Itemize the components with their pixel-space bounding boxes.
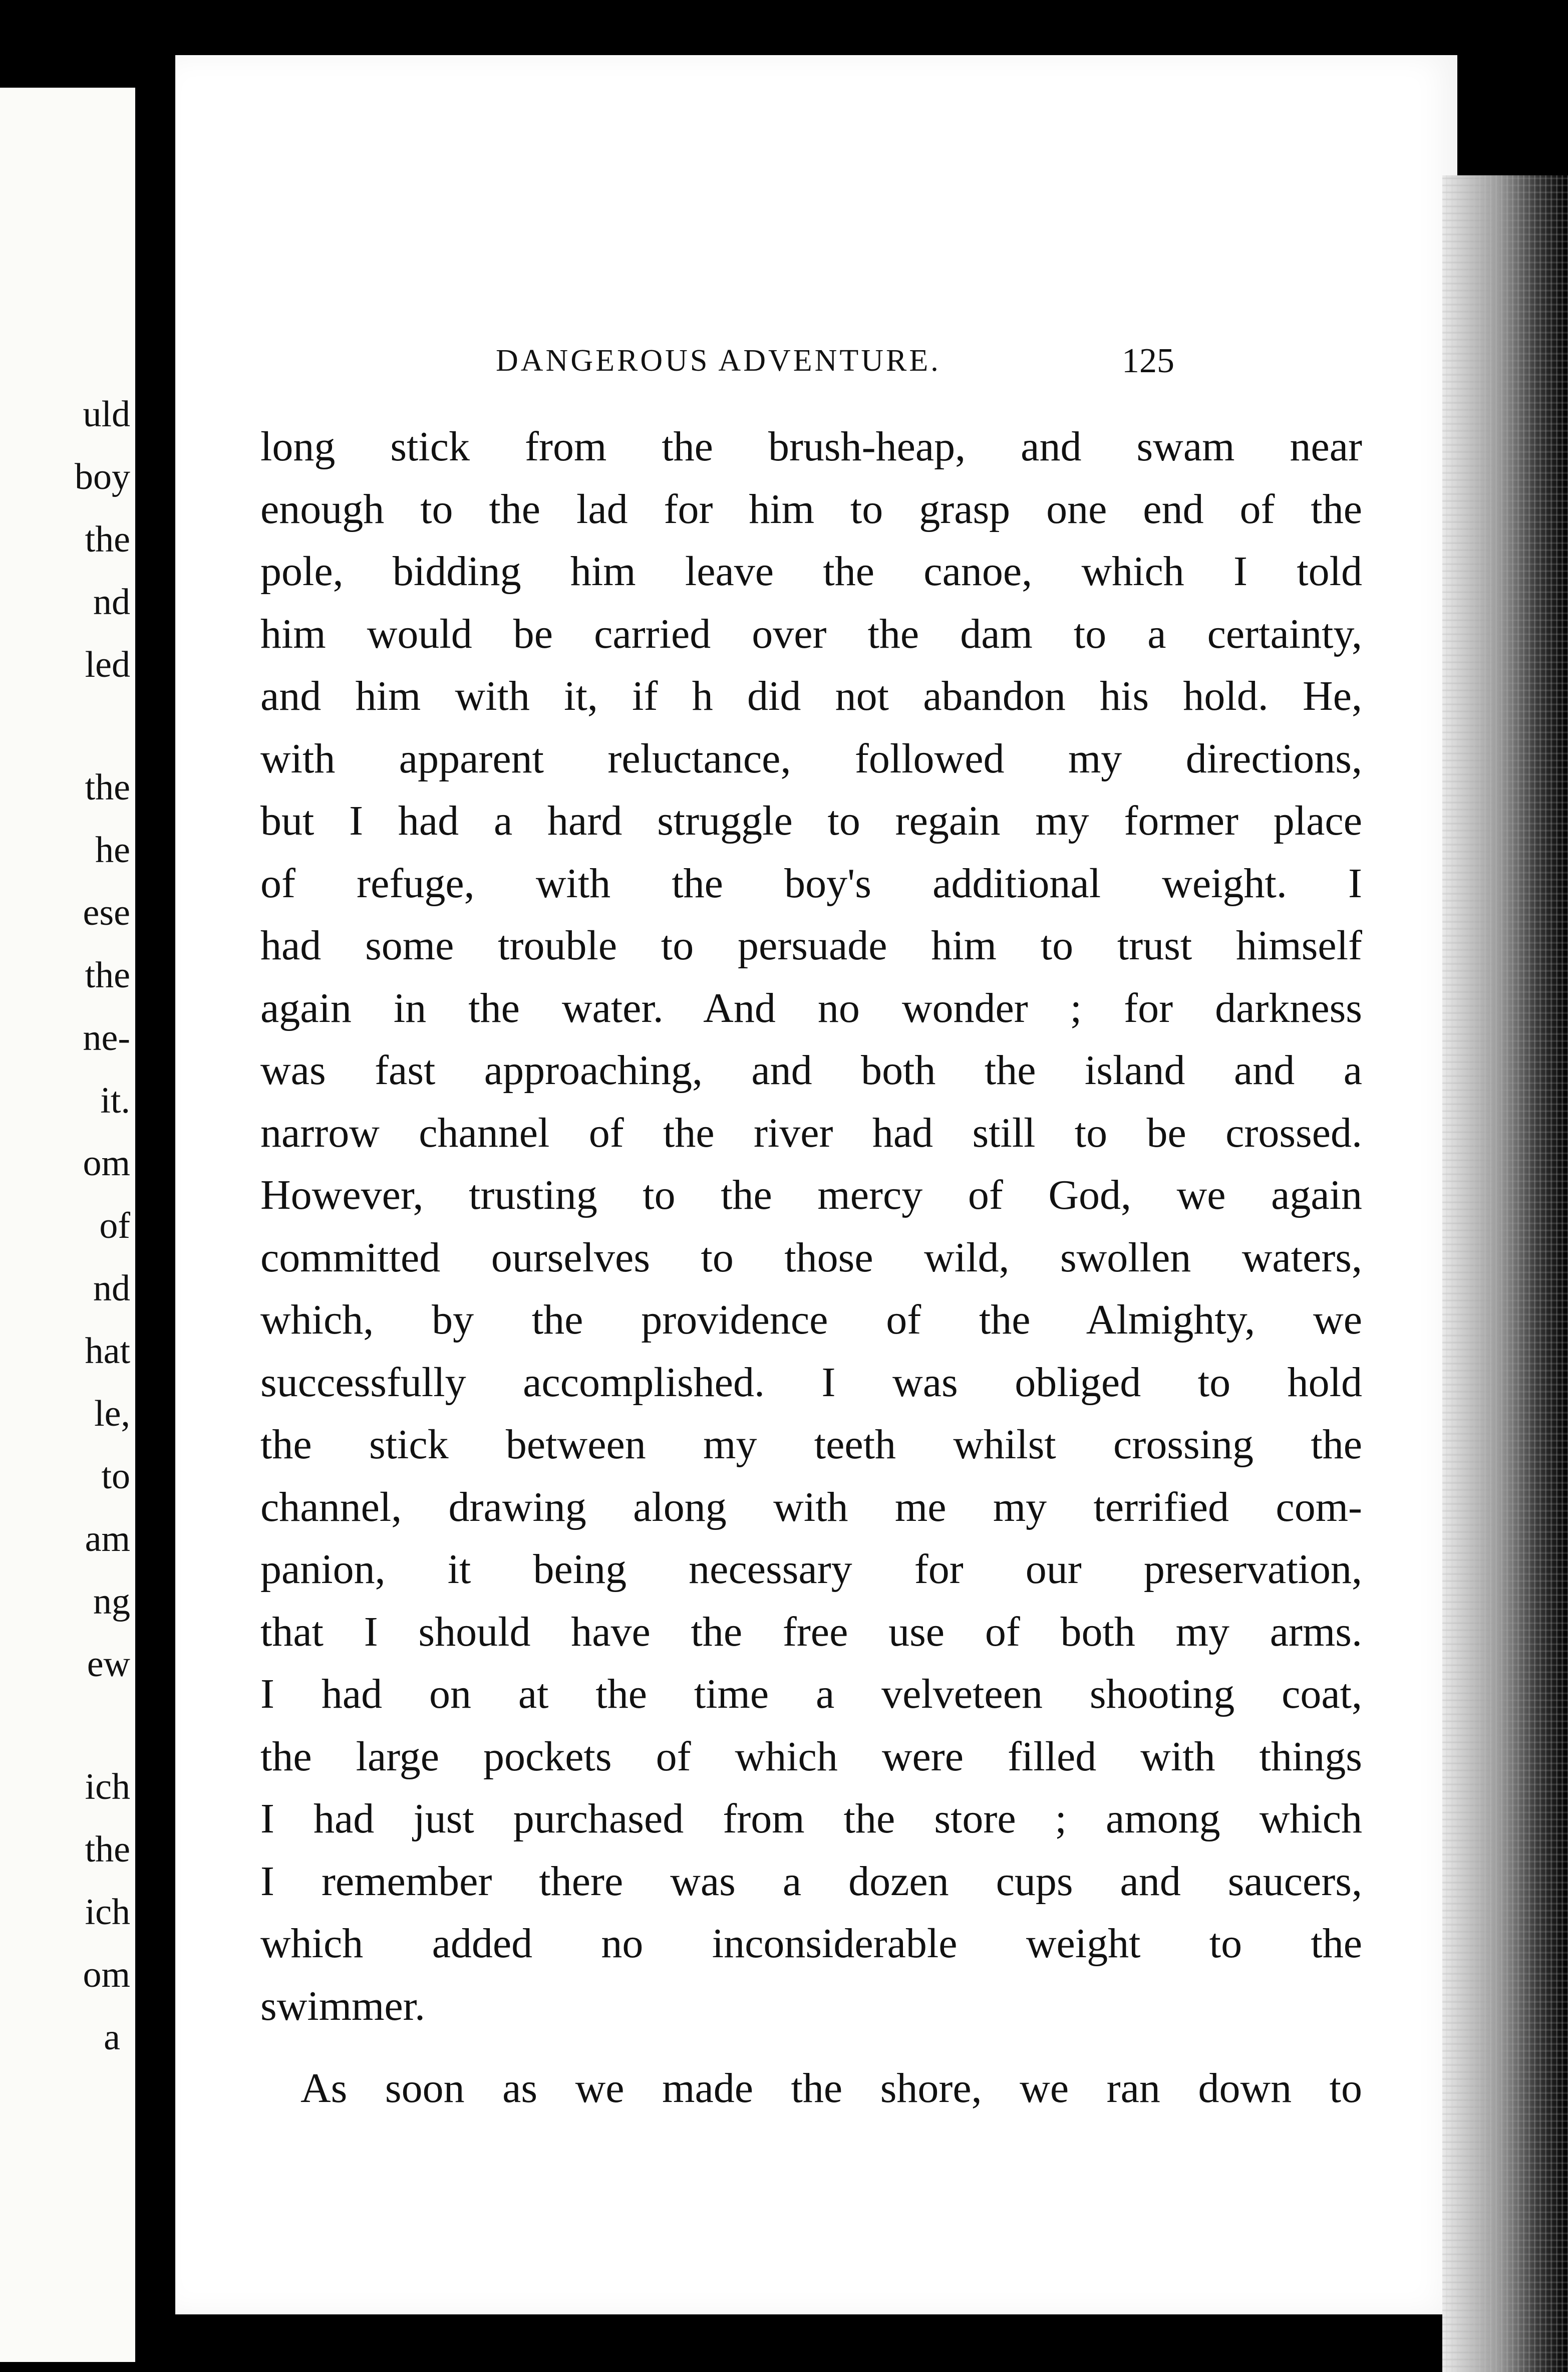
text-line: which, by the providence of the Almighty, we [260,1296,1362,1343]
text-line: I remember there was a dozen cups and saucers, [260,1858,1362,1905]
fragment: ese [83,892,130,933]
paragraph-gap [260,2037,1362,2057]
text-line: with apparent reluctance, followed my directions, [260,735,1362,782]
text-line: had some trouble to persuade him to trust himself [260,922,1362,969]
text-line: pole, bidding him leave the canoe, which I told [260,548,1362,595]
text-line: successfully accomplished. I was obliged to hold [260,1359,1362,1406]
fragment: om [83,1954,130,1995]
text-line: that I should have the free use of both my arms. [260,1608,1362,1655]
running-title: DANGEROUS ADVENTURE. [496,344,941,378]
text-line: I had on at the time a velveteen shooting coat, [260,1671,1362,1717]
fragment: the [85,519,130,560]
scan-edge-noise [1442,175,1568,2372]
body-text [260,416,1362,2120]
fragment: a [104,2017,120,2058]
fragment: om [83,1143,130,1184]
text-line: long stick from the brush-heap, and swam near [260,423,1362,470]
text-line: but I had a hard struggle to regain my former place [260,798,1362,844]
text-line: channel, drawing along with me my terrified com- [260,1483,1362,1530]
text-line: him would be carried over the dam to a certainty, [260,610,1362,657]
text-line: committed ourselves to those wild, swollen waters, [260,1234,1362,1281]
fragment: led [85,644,130,685]
fragment: nd [93,582,130,623]
page-number: 125 [1122,342,1174,380]
text-line: I had just purchased from the store ; among which [260,1795,1362,1842]
text-line: enough to the lad for him to grasp one end of the [260,485,1362,533]
text-line: which added no inconsiderable weight to the [260,1920,1362,1967]
fragment: to [101,1456,130,1497]
fragment: it. [100,1080,130,1121]
text-line: However, trusting to the mercy of God, we again [260,1172,1362,1218]
text-line: panion, it being necessary for our preservation, [260,1546,1362,1593]
book-page [175,55,1457,2314]
text-line: As soon as we made the shore, we ran down to [300,2065,1362,2112]
fragment: ng [93,1581,130,1622]
fragment: nd [93,1268,130,1309]
fragment: am [85,1518,130,1559]
fragment: ich [85,1892,130,1933]
fragment: the [85,955,130,996]
text-line: of refuge, with the boy's additional weight. I [260,860,1362,907]
fragment: the [85,767,130,808]
fragment: the [85,1829,130,1870]
fragment: uld [83,394,130,435]
page-gutter [135,70,175,2372]
text-line: the stick between my teeth whilst crossing the [260,1421,1362,1468]
text-line: again in the water. And no wonder ; for darkness [260,984,1362,1031]
text-line: and him with it, if h did not abandon his hold. He, [260,673,1362,719]
text-line: swimmer. [260,1982,425,2029]
fragment: he [95,830,130,871]
fragment: ne- [83,1017,130,1059]
previous-page-edge [0,88,135,2362]
fragment: boy [75,456,130,497]
fragment: le, [94,1393,130,1434]
text-line: was fast approaching, and both the island and a [260,1047,1362,1094]
fragment: ich [85,1766,130,1807]
fragment: hat [85,1331,130,1372]
fragment: of [99,1205,130,1246]
text-line: narrow channel of the river had still to be crossed. [260,1109,1362,1156]
running-head [175,343,1457,383]
fragment: ew [87,1644,130,1685]
text-line: the large pockets of which were filled with things [260,1733,1362,1780]
